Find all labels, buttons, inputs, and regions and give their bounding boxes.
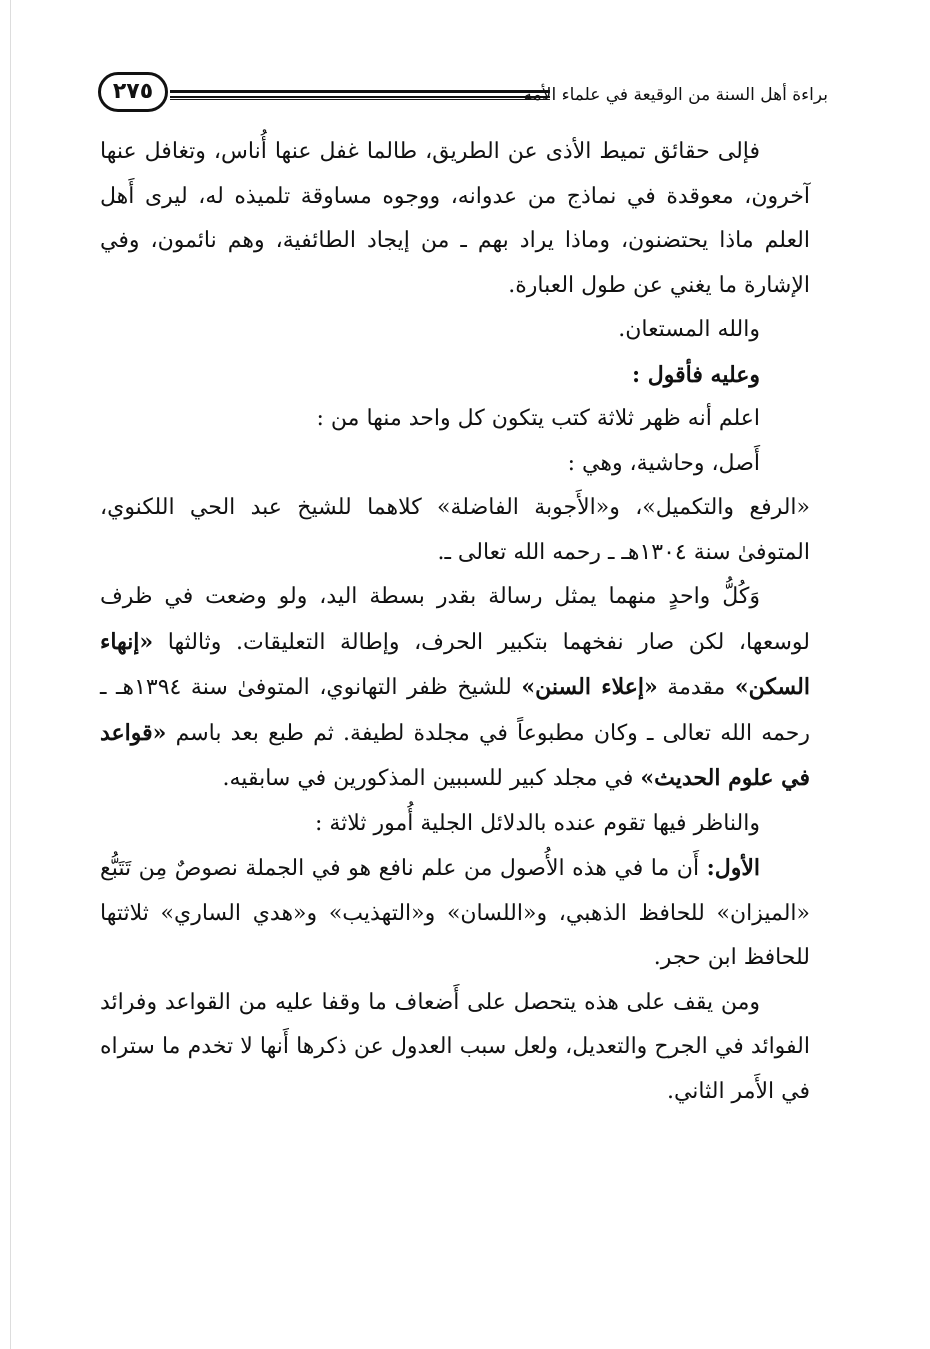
paragraph-6: «الرفع والتكميل»، و«الأَجوبة الفاضلة» كلاهما للشيخ عبد الحي اللكنوي، المتوفىٰ سنة ١٣٠٤هـ ـ رحمه الله تعالى ـ. — [100, 495, 810, 565]
paragraph-3: وعليه فأقول : — [632, 361, 760, 388]
header-title: براءة أهل السنة من الوقيعة في علماء الأمة — [523, 85, 828, 105]
running-header — [98, 72, 828, 118]
paragraph-10: ومن يقف على هذه يتحصل على أَضعاف ما وقفا عليه من القواعد وفرائد الفوائد في الجرح والتعديل، ولعل سبب العدول عن ذكرها أَنها لا تخدم ما ستراه في الأَمر الثاني. — [100, 989, 810, 1104]
header-rule — [170, 90, 550, 98]
paragraph-8: والناظر فيها تقوم عنده بالدلائل الجلية أُمور ثلاثة : — [314, 810, 760, 836]
p7-text-c: مقدمة — [657, 675, 735, 700]
scan-edge-line — [10, 0, 11, 1349]
p7-title-qawaid: «قواعد في علوم الحديث» — [100, 719, 810, 791]
page-number: ٢٧٥ — [98, 72, 168, 112]
paragraph-7 — [100, 575, 810, 802]
paragraph-5: أَصل، وحاشية، وهي : — [567, 450, 760, 476]
p7-text-e: للشيخ ظفر التهانوي، المتوفىٰ سنة ١٣٩٤هـ ـ رحمه الله تعالى ـ وكان مطبوعاً في مجلدة لطيفة. ثم طبع بعد باسم — [100, 675, 810, 746]
p9-text: أَن ما في هذه الأُصول من علم نافع هو في الجملة نصوصٌ مِن تَتَبُّع «الميزان» للحافظ الذهبي، و«اللسان» و«التهذيب» و«هدي الساري» ثلاثتها للحافظ ابن حجر. — [100, 856, 810, 970]
page-body — [100, 130, 810, 1114]
paragraph-1: فإلى حقائق تميط الأذى عن الطريق، طالما غفل عنها أُناس، وتغافل عنها آخرون، معوقدة في نماذج من عدوانه، ووجوه مساوقة تلميذه له، ليرى أَهل العلم ماذا يحتضنون، وماذا يراد بهم ـ من إيجاد الطائفية، وهم نائمون، وفي الإشارة ما يغني عن طول العبارة. — [100, 139, 810, 298]
p7-text-g: في مجلد كبير للسببين المذكورين في سابقيه. — [222, 766, 641, 791]
paragraph-2: والله المستعان. — [618, 317, 760, 342]
p7-text-a: وَكُلُّ واحدٍ منهما يمثل رسالة بقدر بسطة اليد، ولو وضعت في ظرف لوسعها، لكن صار نفخهما بتكبير الحرف، وإطالة التعليقات. وثالثها — [100, 584, 810, 655]
p7-title-ilaa-sunan: «إعلاء السنن» — [521, 674, 658, 700]
p9-lead: الأول: — [706, 855, 760, 881]
paragraph-4: اعلم أنه ظهر ثلاثة كتب يتكون كل واحد منها من : — [316, 406, 760, 431]
p7-title-insha-sakan: «إنهاء السكن» — [100, 628, 810, 700]
paragraph-9 — [100, 846, 810, 981]
